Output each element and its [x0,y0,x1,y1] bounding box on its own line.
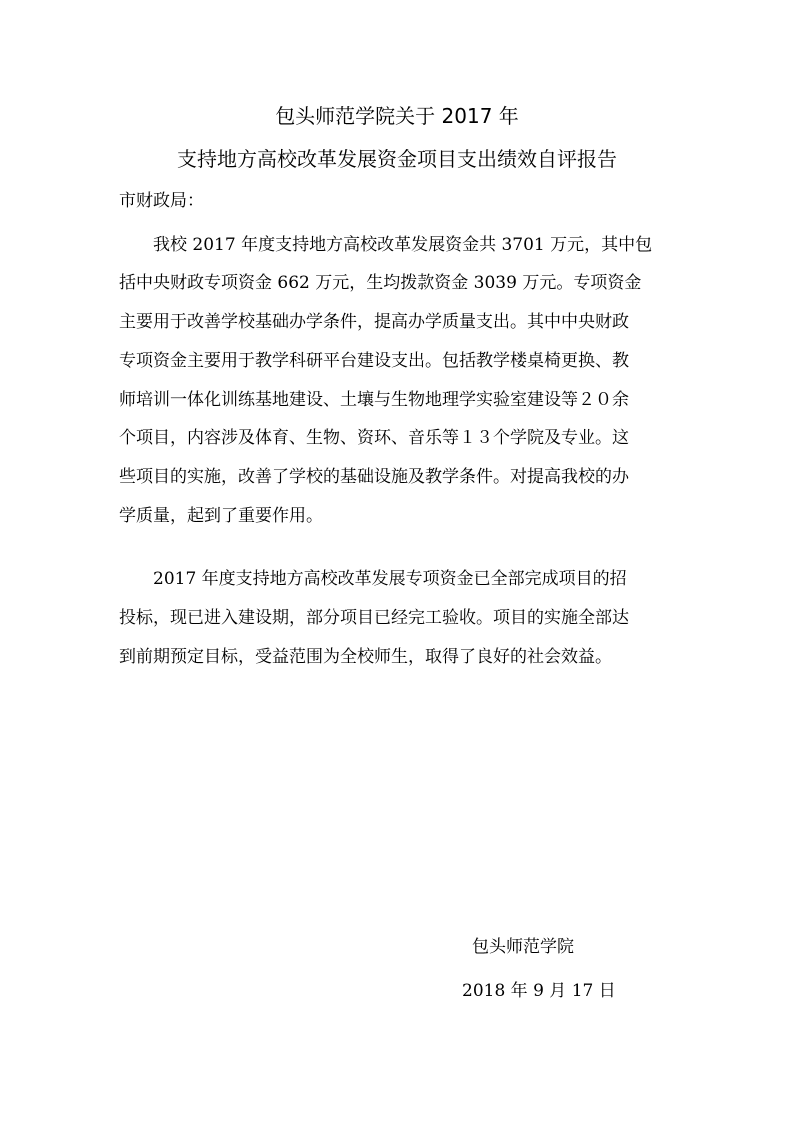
signature-date: 2018 年 9 月 17 日 [462,981,616,1001]
signature-organization: 包头师范学院 [472,937,574,957]
paragraph-1-line: 师培训一体化训练基地建设、土壤与生物地理学实验室建设等２０余 [119,390,629,410]
paragraph-1-line: 括中央财政专项资金 662 万元，生均拨款资金 3039 万元。专项资金 [119,273,642,293]
paragraph-2-line: 到前期预定目标，受益范围为全校师生，取得了良好的社会效益。 [119,647,612,667]
paragraph-2-line: 2017 年度支持地方高校改革发展专项资金已全部完成项目的招 [153,569,627,589]
salutation: 市财政局： [119,191,204,211]
paragraph-1-line: 个项目，内容涉及体育、生物、资环、音乐等１３个学院及专业。这 [119,428,629,448]
document-title-line-2: 支持地方高校改革发展资金项目支出绩效自评报告 [177,147,617,171]
paragraph-1-line: 学质量，起到了重要作用。 [119,506,323,526]
paragraph-2-line: 投标，现已进入建设期，部分项目已经完工验收。项目的实施全部达 [119,608,629,628]
paragraph-1-line: 专项资金主要用于教学科研平台建设支出。包括教学楼桌椅更换、教 [119,351,629,371]
paragraph-1-line: 我校 2017 年度支持地方高校改革发展资金共 3701 万元，其中包 [153,235,653,255]
document-title-line-1: 包头师范学院关于 2017 年 [275,104,519,128]
paragraph-1-line: 些项目的实施，改善了学校的基础设施及教学条件。对提高我校的办 [119,467,629,487]
paragraph-1-line: 主要用于改善学校基础办学条件，提高办学质量支出。其中中央财政 [119,312,629,332]
